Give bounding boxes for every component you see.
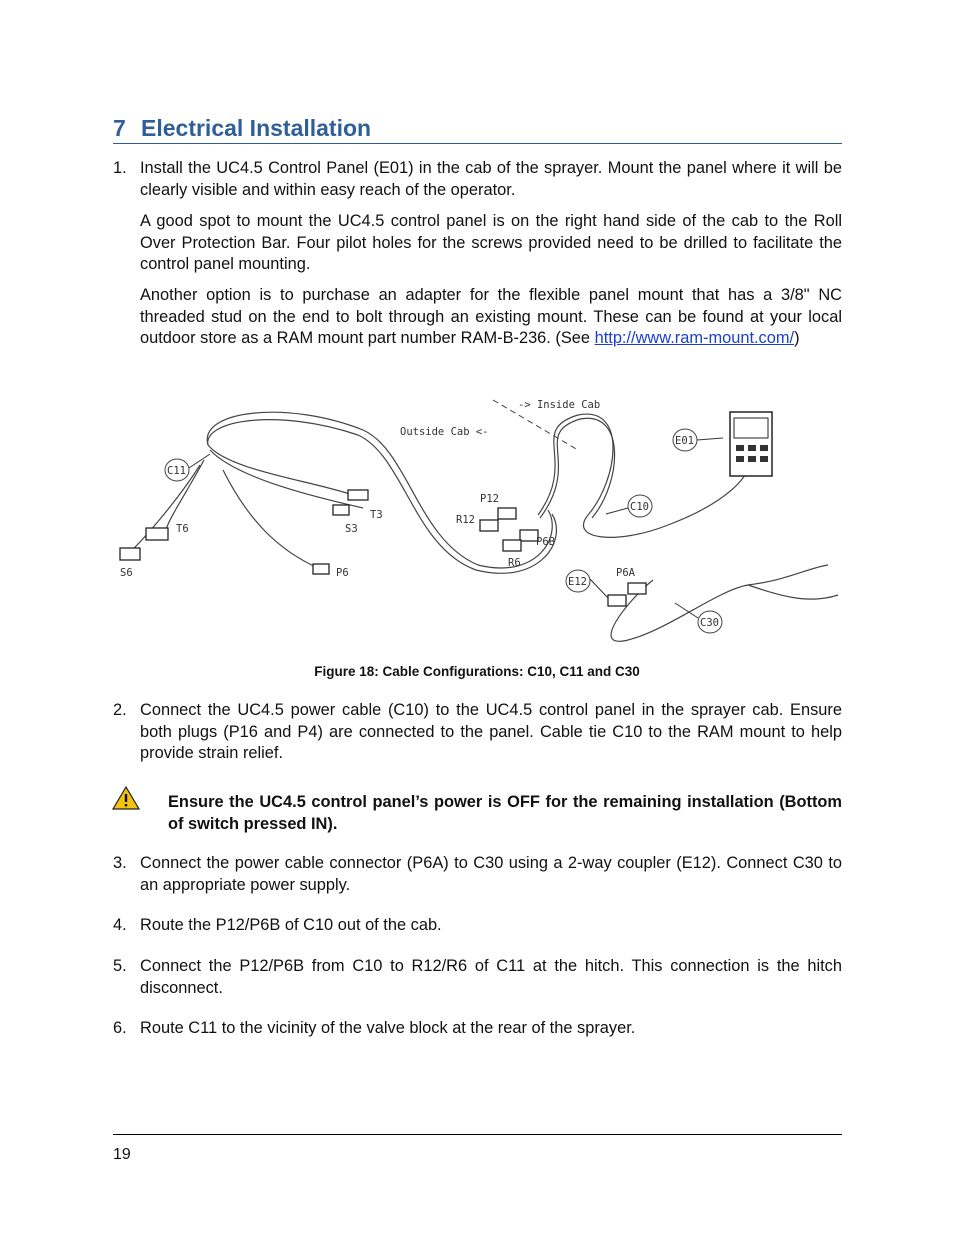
c30-cable — [611, 565, 828, 641]
step-number: 2. — [113, 701, 127, 719]
step-text: Route C11 to the vicinity of the valve block at the rear of the sprayer. — [140, 1019, 636, 1037]
step1-paragraph-3 — [140, 285, 842, 350]
step-number: 1. — [113, 159, 127, 177]
label-e12: E12 — [568, 576, 587, 588]
label-p6: P6 — [336, 567, 349, 579]
c10-cable — [538, 414, 748, 537]
section-number: 7 — [113, 115, 126, 141]
figure-caption: Figure 18: Cable Configurations: C10, C11 and C30 — [314, 664, 640, 679]
connector-s6 — [120, 548, 140, 560]
label-r12: R12 — [456, 514, 475, 526]
connector-t6 — [146, 528, 168, 540]
connector-r6 — [503, 540, 521, 551]
label-c10: C10 — [630, 501, 649, 513]
label-s3: S3 — [345, 523, 358, 535]
step-number: 6. — [113, 1019, 127, 1037]
step-text: Connect the P12/P6B from C10 to R12/R6 of C11 at the hitch. This connection is the hitch disconnect. — [140, 957, 842, 997]
step1-paragraph-2: A good spot to mount the UC4.5 control panel is on the right hand side of the cab to the Roll Over Protection Bar. Four pilot holes for the screws provided need to be drilled to facilitate the control panel mounting. — [140, 212, 842, 273]
label-e01: E01 — [675, 435, 694, 447]
label-r6: R6 — [508, 557, 521, 569]
connector-p6 — [313, 564, 329, 574]
label-t3: T3 — [370, 509, 383, 521]
label-p12: P12 — [480, 493, 499, 505]
step1-paragraph-3-text: Another option is to purchase an adapter for the flexible panel mount that has a 3/8" NC threaded stud on the end to bolt through an existing mount. These can be found at your local outdoor store as a RAM mount part number RAM-B-236. (See — [140, 286, 842, 347]
section-title: Electrical Installation — [141, 115, 372, 141]
label-s6: S6 — [120, 567, 133, 579]
connector-t3 — [348, 490, 368, 500]
section-heading — [113, 113, 842, 144]
c11-cable — [207, 412, 552, 568]
cable-configuration-figure — [108, 390, 843, 652]
step-number: 5. — [113, 957, 127, 975]
label-inside-cab: -> Inside Cab — [518, 399, 601, 411]
step-text: Route the P12/P6B of C10 out of the cab. — [140, 916, 442, 934]
warning-text: Ensure the UC4.5 control panel’s power is OFF for the remaining installation (Bottom of switch pressed IN). — [168, 793, 842, 833]
step-number: 3. — [113, 854, 127, 872]
label-t6: T6 — [176, 523, 189, 535]
step-text: Install the UC4.5 Control Panel (E01) in the cab of the sprayer. Mount the panel where it will be clearly visible and within easy reach of the operator. — [140, 159, 842, 199]
footer-rule — [113, 1134, 842, 1135]
connector-e12 — [608, 595, 626, 606]
label-c30: C30 — [700, 617, 719, 629]
label-p6a: P6A — [616, 567, 635, 579]
step-text: Connect the power cable connector (P6A) to C30 using a 2-way coupler (E12). Connect C30 to an appropriate power supply. — [140, 854, 842, 894]
step-text: Connect the UC4.5 power cable (C10) to the UC4.5 control panel in the sprayer cab. Ensure both plugs (P16 and P4) are connected to the panel. Cable tie C10 to the RAM mount to help provide strain relief. — [140, 701, 842, 762]
connector-r12 — [480, 520, 498, 531]
label-c11: C11 — [167, 465, 186, 477]
connector-s3 — [333, 505, 349, 515]
control-panel-e01 — [730, 412, 772, 476]
connector-p6a — [628, 583, 646, 594]
connector-p12 — [498, 508, 516, 519]
label-p6b: P6B — [536, 536, 555, 548]
page-number: 19 — [113, 1146, 131, 1163]
warning-triangle-icon — [112, 786, 140, 810]
ram-mount-link[interactable]: http://www.ram-mount.com/ — [594, 329, 795, 347]
label-outside-cab: Outside Cab <- — [400, 426, 489, 438]
step1-paragraph-3-close: ) — [794, 329, 800, 347]
step-number: 4. — [113, 916, 127, 934]
